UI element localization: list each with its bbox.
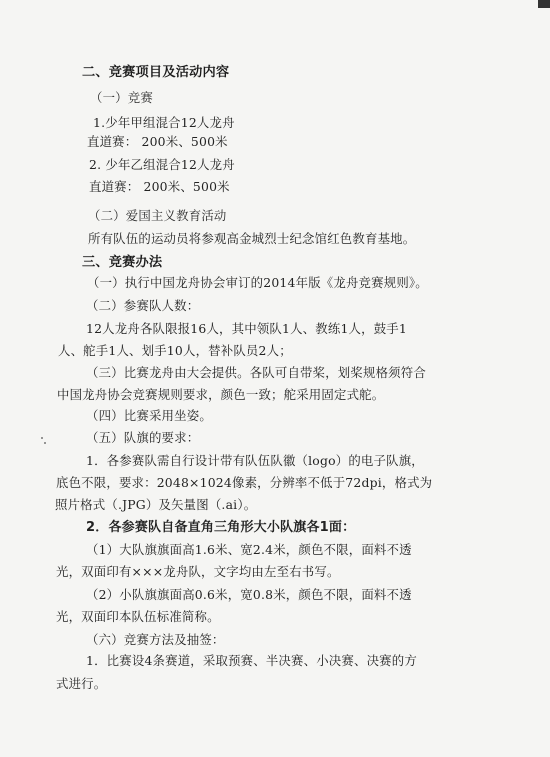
- section-heading-2: 二、竞赛项目及活动内容: [82, 65, 230, 80]
- scan-corner-mark: [538, 0, 550, 8]
- subsection-heading: （一）竞赛: [90, 90, 153, 105]
- subsection-heading: （二）爱国主义教育活动: [88, 208, 227, 223]
- text-line: 2. 少年乙组混合12人龙舟: [89, 157, 235, 172]
- text-line: 所有队伍的运动员将参观高金城烈士纪念馆红色教育基地。: [88, 231, 416, 246]
- text-line: 光，双面印本队伍标准简称。: [56, 609, 220, 624]
- text-line: 式进行。: [56, 676, 107, 691]
- text-line: （2）小队旗旗面高0.6米，宽0.8米，颜色不限，面料不透: [86, 587, 412, 602]
- subsection-heading: （四）比赛采用坐姿。: [86, 408, 212, 423]
- subsection-heading: （六）竞赛方法及抽签：: [86, 632, 225, 647]
- scan-speck: [44, 442, 46, 444]
- text-line: （一）执行中国龙舟协会审订的2014年版《龙舟竞赛规则》。: [87, 275, 428, 290]
- text-line: 照片格式（.JPG）及矢量图（.ai）。: [55, 497, 257, 512]
- text-line: （1）大队旗旗面高1.6米、宽2.4米，颜色不限，面料不透: [86, 542, 412, 557]
- section-heading-3: 三、竞赛办法: [82, 255, 163, 270]
- subsection-heading: （二）参赛队人数：: [86, 298, 200, 313]
- text-line: 1．各参赛队需自行设计带有队伍队徽（logo）的电子队旗，: [86, 453, 424, 468]
- subsection-heading: （五）队旗的要求：: [86, 430, 200, 445]
- text-line: （三）比赛龙舟由大会提供。各队可自带桨，划桨规格须符合: [86, 365, 426, 380]
- text-line: 直道赛： 200米、500米: [89, 179, 230, 194]
- text-line: 12人龙舟各队限报16人，其中领队1人、教练1人，鼓手1: [86, 321, 407, 336]
- text-line: 光，双面印有×××龙舟队，文字均由左至右书写。: [56, 564, 340, 579]
- text-line: 直道赛： 200米、500米: [87, 134, 228, 149]
- text-line: 中国龙舟协会竞赛规则要求，颜色一致；舵采用固定式舵。: [57, 387, 385, 402]
- emphasized-line: 2．各参赛队自备直角三角形大小队旗各1面：: [86, 520, 356, 535]
- scan-speck: [41, 437, 43, 439]
- text-line: 底色不限，要求：2048×1024像素，分辨率不低于72dpi，格式为: [56, 475, 433, 490]
- text-line: 1．比赛设4条赛道，采取预赛、半决赛、小决赛、决赛的方: [86, 653, 417, 668]
- text-line: 人、舵手1人、划手10人，替补队员2人；: [58, 343, 292, 358]
- text-line: 1.少年甲组混合12人龙舟: [93, 115, 235, 130]
